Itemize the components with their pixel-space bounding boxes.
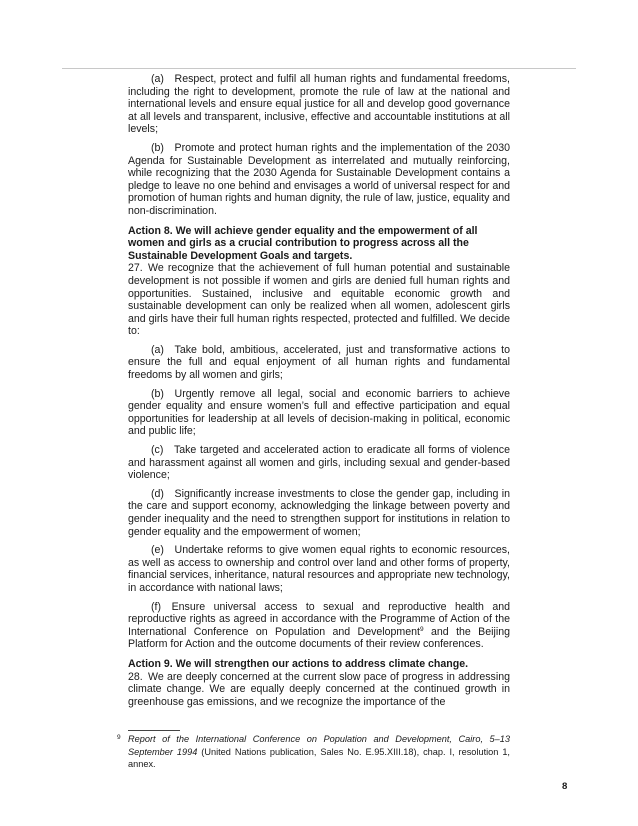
paragraph-27-f-text-2: and the Beijing Platform for Action and the outcome documents of their review conferences. <box>128 625 510 651</box>
page-number: 8 <box>562 781 568 792</box>
footnote-citation: (United Nations publication, Sales No. E.95.XIII.18), chap. I, resolution 1, annex. <box>128 746 510 769</box>
paragraph-27-d: (d) Significantly increase investments to close the gender gap, including in the care and support economy, acknowledging the linkage between poverty and gender inequality and the need to strengthen support for institutions in relation to gender equality and the empowerment of women; <box>128 487 510 538</box>
action-9-heading: Action 9. We will strengthen our actions to address climate change. <box>128 657 469 670</box>
paragraph-27-c: (c) Take targeted and accelerated action to eradicate all forms of violence and harassment against all women and girls, including sexual and gender-based violence; <box>128 444 510 482</box>
paragraph-27-b: (b) Urgently remove all legal, social and economic barriers to achieve gender equality and ensure women’s full and effective participation and equal opportunities for leadership at all levels of decision-making in political, economic and public life; <box>128 387 510 438</box>
footnote-title: Report of the International Conference on Population and Development, Cairo, 5–13 September 1994 <box>128 734 510 757</box>
document-body <box>128 73 510 708</box>
paragraph-27-e: (e) Undertake reforms to give women equal rights to economic resources, as well as access to ownership and control over land and other forms of property, financial services, inheritance, natural resources and appropriate new technology, in accordance with national laws; <box>128 544 510 594</box>
paragraph-26-b: (b) Promote and protect human rights and the implementation of the 2030 Agenda for Sustainable Development as interrelated and mutually reinforcing, while recognizing that the 2030 Agenda for Sustainable Development contains a pledge to leave no one behind and envisages a world of universal respect for and promotion of human rights and human dignity, the rule of law, justice, equality and non-discrimination. <box>128 141 510 217</box>
paragraph-27-f-text-1: (f) Ensure universal access to sexual and reproductive health and reproductive rights as agreed in accordance with the Programme of Action of the International Conference on Population and Development <box>128 600 510 638</box>
paragraph-27-a: (a) Take bold, ambitious, accelerated, just and transformative actions to ensure the full and equal enjoyment of all human rights and fundamental freedoms by all women and girls; <box>128 343 510 382</box>
paragraph-27-f <box>128 601 510 651</box>
header-rule <box>62 68 576 69</box>
paragraph-27: 27. We recognize that the achievement of full human potential and sustainable development is not possible if women and girls are denied full human rights and opportunities. Sustained, inclusive and equitable economic growth and sustainable development can only be realized when all women, adolescent girls and girls have their full human rights respected, protected and fulfilled. We decide to: <box>128 262 510 338</box>
footnote-reference[interactable]: 9 <box>419 625 424 633</box>
footnote-9 <box>117 733 510 771</box>
action-8-heading: Action 8. We will achieve gender equality and the empowerment of all women and girls as a crucial contribution to progress across all the Sustainable Development Goals and targets. <box>128 224 478 262</box>
footnote-rule <box>128 730 180 731</box>
paragraph-26-a: (a) Respect, protect and fulfil all human rights and fundamental freedoms, including the right to development, promote the rule of law at the national and international levels and ensure equal justice for all and develop good governance at all levels and transparent, inclusive, effective and accountable institutions at all levels; <box>128 73 510 136</box>
paragraph-28: 28. We are deeply concerned at the current slow pace of progress in addressing climate change. We are equally deeply concerned at the continued growth in greenhouse gas emissions, and we recognize the importance of the <box>128 670 510 708</box>
footnote-mark: 9 <box>117 734 121 741</box>
